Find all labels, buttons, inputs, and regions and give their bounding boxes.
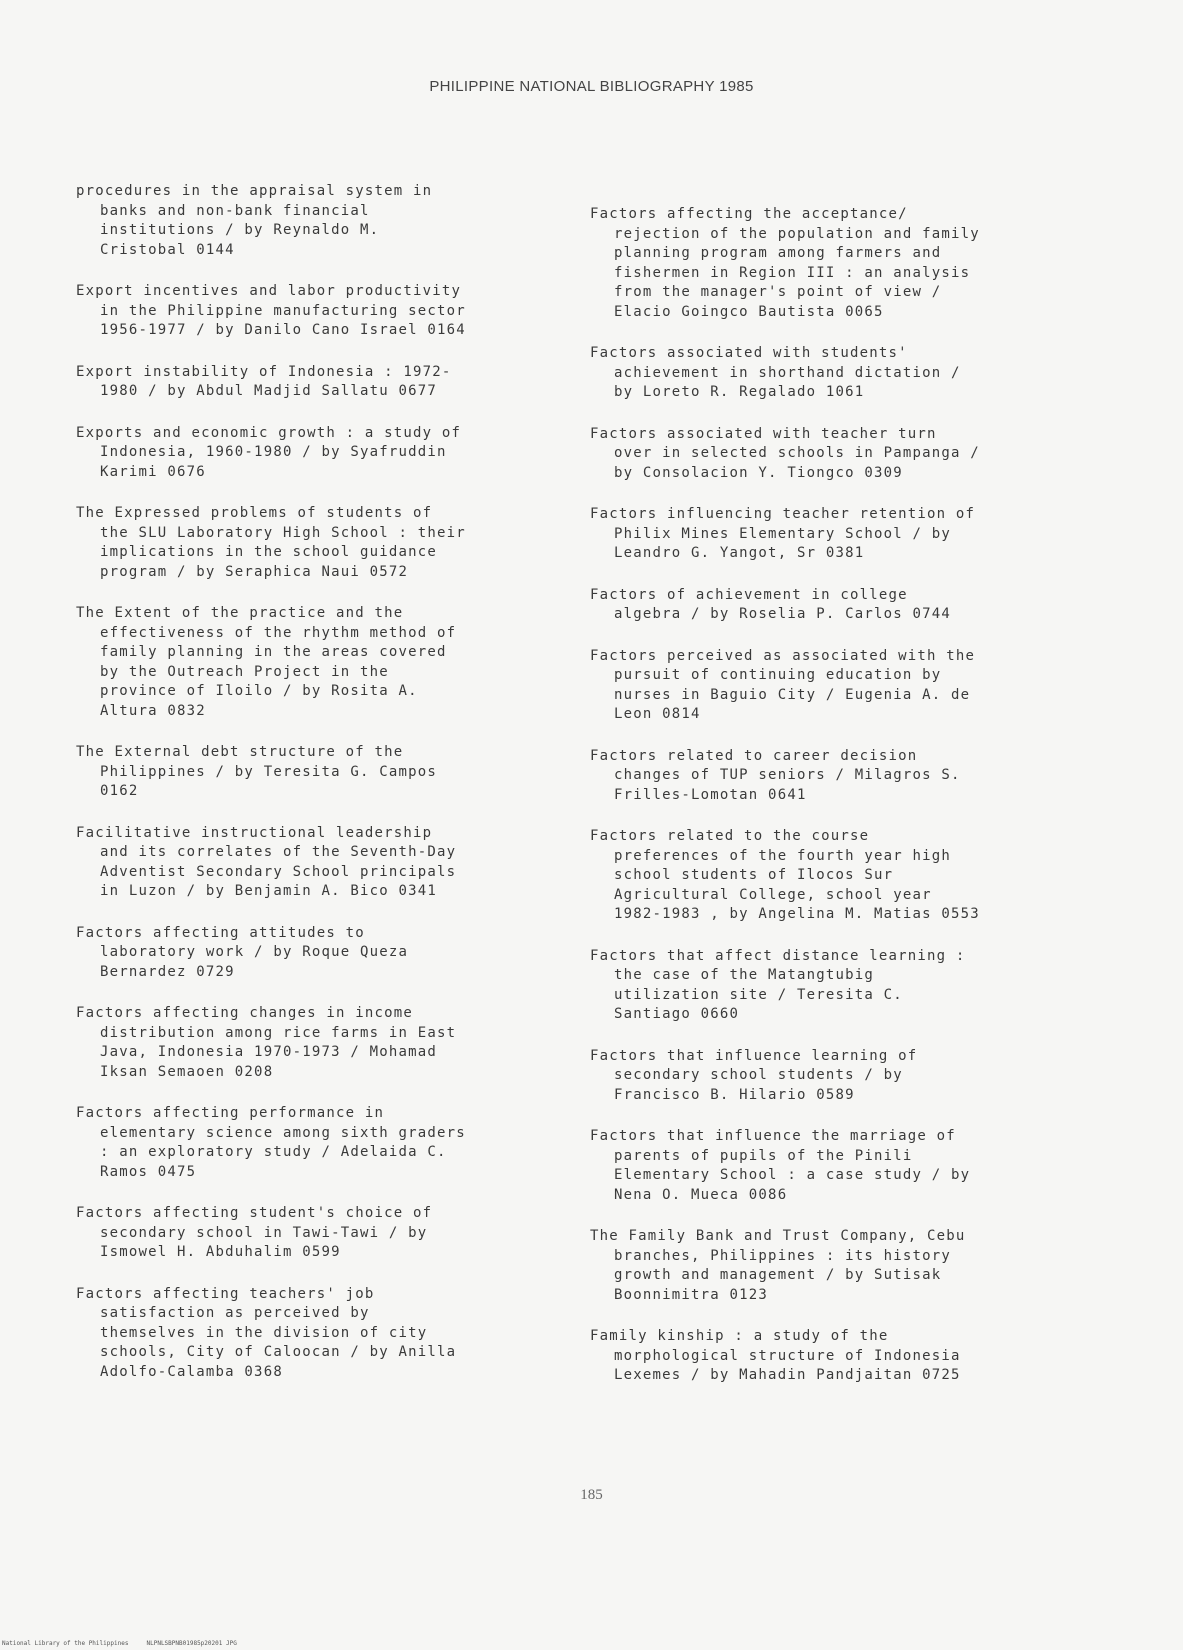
entry-line: Leandro G. Yangot, Sr 0381 [614,545,865,561]
entry-line: institutions / by Reynaldo M. [100,222,380,238]
entry-line: province of Iloilo / by Rosita A. [100,683,418,699]
bibliography-entry [590,505,1090,564]
entry-line: Factors influencing teacher retention of [590,506,976,522]
entry-line: : an exploratory study / Adelaida C. [100,1144,447,1160]
entry-line: Frilles-Lomotan 0641 [614,786,807,803]
entry-line: procedures in the appraisal system in [76,183,433,199]
entry-line: and its correlates of the Seventh-Day [100,844,457,860]
bibliography-entry [76,282,566,341]
page-number: 185 [580,1487,603,1503]
entry-line: The External debt structure of the [76,744,404,760]
page-header: PHILIPPINE NATIONAL BIBLIOGRAPHY 1985 [429,78,754,95]
entry-line: Lexemes / by Mahadin Pandjaitan 0725 [614,1367,961,1383]
bibliography-entry [76,424,566,483]
entry-line: Indonesia, 1960-1980 / by Syafruddin [100,444,447,460]
entry-line: changes of TUP seniors / Milagros S. [614,767,961,783]
entry-line: 1956-1977 / by Danilo Cano Israel 0164 [100,322,466,338]
entry-line: from the manager's point of view / [614,284,942,300]
entry-line: Factors that affect distance learning : [590,947,966,964]
entry-line: Factors affecting attitudes to [76,924,365,941]
entry-line: Elacio Goingco Bautista 0065 [614,303,884,320]
entry-line: Nena O. Mueca 0086 [614,1186,788,1203]
entry-line: in Luzon / by Benjamin A. Bico 0341 [100,883,438,899]
entry-line: Leon 0814 [614,706,701,722]
entry-line: by Consolacion Y. Tiongco 0309 [614,464,903,481]
entry-line: branches, Philippines : its history [614,1247,952,1264]
entry-line: preferences of the fourth year high [614,847,952,864]
bibliography-entry [76,363,566,402]
entry-line: Factors affecting changes in income [76,1005,414,1021]
bibliography-entry [76,924,566,983]
bibliography-entry [590,205,1090,322]
entry-line: over in selected schools in Pampanga / [614,445,980,461]
entry-line: Karimi 0676 [100,463,206,480]
scan-footer: National Library of the Philippines NLPNLSBPNB01985p20201 JPG [2,1640,237,1647]
bibliography-entry [590,947,1090,1025]
bibliography-entry [590,425,1090,484]
bibliography-entry [76,1004,566,1082]
entry-line: distribution among rice farms in East [100,1024,457,1041]
entry-line: pursuit of continuing education by [614,667,942,683]
entry-line: program / by Seraphica Naui 0572 [100,563,409,580]
entry-line: elementary science among sixth graders [100,1124,466,1141]
entry-line: schools, City of Caloocan / by Anilla [100,1344,457,1360]
bibliography-entry [76,1104,566,1182]
bibliography-entry [590,747,1090,806]
entry-line: in the Philippine manufacturing sector [100,302,466,319]
entry-line: planning program among farmers and [614,245,942,261]
entry-line: Factors affecting performance in [76,1105,385,1121]
entry-line: morphological structure of Indonesia [614,1347,961,1364]
entry-line: Cristobal 0144 [100,241,235,258]
entry-line: Factors associated with teacher turn [590,425,937,442]
entry-line: Factors of achievement in college [590,586,908,603]
entry-line: Factors related to the course [590,828,870,844]
entry-line: 0162 [100,783,139,799]
entry-line: Export instability of Indonesia : 1972- [76,363,452,380]
entry-line: algebra / by Roselia P. Carlos 0744 [614,606,952,622]
entry-line: Exports and economic growth : a study of [76,424,462,441]
entry-line: Agricultural College, school year [614,886,932,903]
bibliography-entry [76,1204,566,1263]
bibliography-entry [76,1285,566,1383]
entry-line: parents of pupils of the Pinili [614,1147,913,1164]
entry-line: school students of Ilocos Sur [614,867,894,883]
bibliography-entry [590,1327,1090,1386]
entry-line: Factors perceived as associated with the [590,647,976,664]
left-column [76,182,566,1404]
entry-line: Adolfo-Calamba 0368 [100,1363,283,1380]
entry-line: Philix Mines Elementary School / by [614,525,952,542]
bibliography-entry [76,604,566,721]
entry-line: Ismowel H. Abduhalim 0599 [100,1244,341,1260]
entry-line: 1980 / by Abdul Madjid Sallatu 0677 [100,383,438,399]
entry-line: Factors related to career decision [590,747,918,764]
entry-line: Factors associated with students' [590,345,908,361]
entry-line: fishermen in Region III : an analysis [614,264,971,281]
entry-line: Ramos 0475 [100,1163,197,1180]
bibliography-entry [590,647,1090,725]
entry-line: Factors affecting student's choice of [76,1205,433,1221]
entry-line: The Expressed problems of students of [76,505,433,521]
entry-line: Factors affecting teachers' job [76,1285,375,1302]
entry-line: Factors that influence learning of [590,1047,918,1064]
bibliography-entry [590,1227,1090,1305]
entry-line: banks and non-bank financial [100,202,370,219]
entry-line: Family kinship : a study of the [590,1328,889,1344]
entry-line: rejection of the population and family [614,225,980,242]
bibliography-entry [76,504,566,582]
entry-line: nurses in Baguio City / Eugenia A. de [614,686,971,703]
entry-line: The Family Bank and Trust Company, Cebu [590,1228,966,1244]
right-column [590,205,1090,1408]
entry-line: growth and management / by Sutisak [614,1267,942,1283]
entry-line: by Loreto R. Regalado 1061 [614,384,865,400]
bibliography-entry [590,586,1090,625]
entry-line: Export incentives and labor productivity [76,283,462,299]
entry-line: Adventist Secondary School principals [100,863,457,880]
bibliography-entry [76,743,566,802]
entry-line: secondary school students / by [614,1067,903,1083]
entry-line: achievement in shorthand dictation / [614,364,961,381]
entry-line: effectiveness of the rhythm method of [100,624,457,641]
bibliography-entry [76,182,566,260]
entry-line: Factors affecting the acceptance/ [590,206,908,222]
entry-line: Iksan Semaoen 0208 [100,1063,274,1080]
bibliography-entry [590,1127,1090,1205]
entry-line: Java, Indonesia 1970-1973 / Mohamad [100,1044,438,1060]
entry-line: family planning in the areas covered [100,644,447,660]
entry-line: utilization site / Teresita C. [614,986,903,1003]
entry-line: Bernardez 0729 [100,963,235,980]
entry-line: laboratory work / by Roque Queza [100,944,409,960]
entry-line: secondary school in Tawi-Tawi / by [100,1224,428,1241]
entry-line: Boonnimitra 0123 [614,1286,769,1303]
entry-line: The Extent of the practice and the [76,605,404,621]
bibliography-entry [76,824,566,902]
entry-line: implications in the school guidance [100,544,438,560]
entry-line: Elementary School : a case study / by [614,1167,971,1183]
bibliography-entry [590,1047,1090,1106]
bibliography-entry [590,827,1090,925]
entry-line: Facilitative instructional leadership [76,824,433,841]
entry-line: satisfaction as perceived by [100,1305,370,1321]
entry-line: Altura 0832 [100,702,206,719]
entry-line: themselves in the division of city [100,1324,428,1341]
entry-line: the SLU Laboratory High School : their [100,524,466,541]
entry-line: by the Outreach Project in the [100,663,389,680]
entry-line: the case of the Matangtubig [614,967,874,983]
bibliography-entry [590,344,1090,403]
entry-line: Philippines / by Teresita G. Campos [100,763,438,780]
entry-line: 1982-1983 , by Angelina M. Matias 0553 [614,906,980,922]
entry-line: Francisco B. Hilario 0589 [614,1086,855,1103]
entry-line: Factors that influence the marriage of [590,1128,956,1144]
entry-line: Santiago 0660 [614,1006,740,1022]
